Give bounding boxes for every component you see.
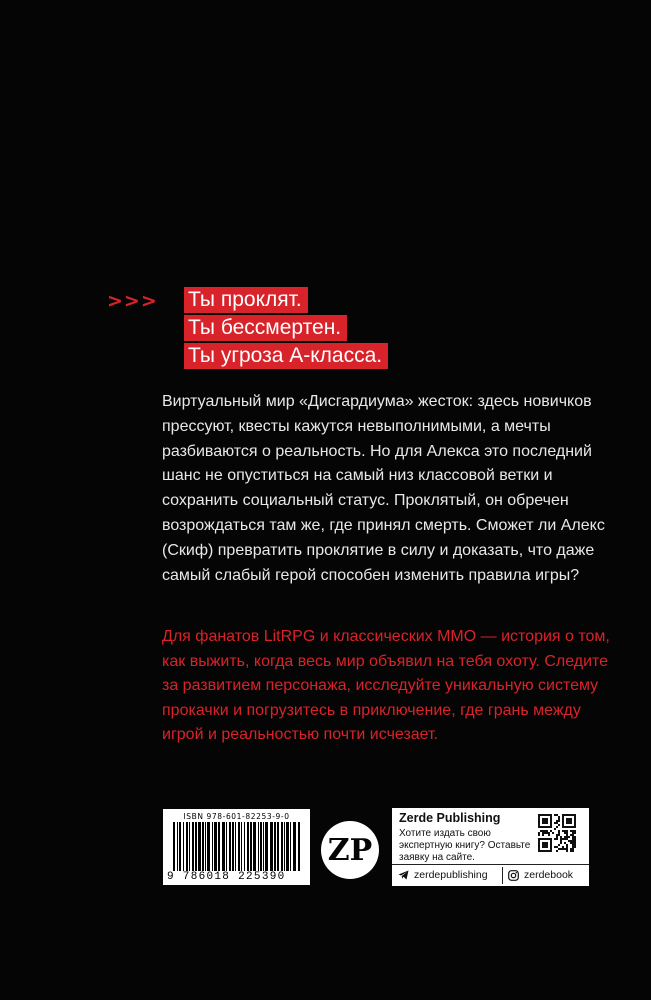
telegram-link[interactable] <box>398 869 488 881</box>
barcode-bar <box>260 822 262 871</box>
barcode-bar <box>274 822 276 871</box>
barcode-bar <box>183 822 184 871</box>
barcode-bar <box>281 822 283 871</box>
qr-module <box>544 832 546 834</box>
qr-module <box>574 846 576 848</box>
qr-module <box>552 832 554 834</box>
qr-module <box>556 814 558 816</box>
barcode-bar <box>229 822 231 871</box>
barcode-bar <box>270 822 273 871</box>
qr-module <box>558 816 560 818</box>
qr-module <box>540 830 542 832</box>
qr-module <box>550 830 552 832</box>
qr-module <box>574 838 576 840</box>
barcode-bar <box>290 822 291 871</box>
qr-module <box>572 850 574 852</box>
barcode-bar <box>179 822 181 871</box>
qr-module <box>570 850 572 852</box>
qr-module <box>564 830 566 832</box>
qr-module <box>560 840 562 842</box>
barcode-bar <box>298 822 300 871</box>
barcode-bar <box>173 822 175 871</box>
publisher-name: Zerde Publishing <box>399 811 501 825</box>
qr-module <box>570 834 572 836</box>
social-divider <box>502 867 503 884</box>
qr-module <box>566 850 568 852</box>
qr-module <box>564 848 566 850</box>
qr-module <box>566 834 568 836</box>
barcode-bar <box>195 822 197 871</box>
qr-module <box>566 830 568 832</box>
qr-module <box>558 824 560 826</box>
qr-module <box>560 836 562 838</box>
qr-module <box>556 822 558 824</box>
barcode-bar <box>263 822 264 871</box>
tagline-threat: Ты угроза А-класса. <box>184 343 388 369</box>
barcode-bar <box>218 822 220 871</box>
qr-module <box>574 836 576 838</box>
tagline-immortal: Ты бессмертен. <box>184 315 347 341</box>
tagline-cursed: Ты проклят. <box>184 287 308 313</box>
qr-module <box>558 832 560 834</box>
qr-module <box>542 842 548 848</box>
qr-module <box>554 814 556 816</box>
barcode-bar <box>186 822 188 871</box>
qr-module <box>542 832 544 834</box>
barcode-bar <box>192 822 194 871</box>
qr-module <box>558 818 560 820</box>
telegram-handle: zerdepublishing <box>414 869 488 881</box>
qr-module <box>570 840 572 842</box>
qr-module <box>570 830 572 832</box>
qr-module <box>574 830 576 832</box>
publisher-logo-letters: ZP <box>327 833 373 868</box>
qr-module <box>572 844 574 846</box>
qr-module <box>544 830 546 832</box>
qr-module <box>566 832 568 834</box>
qr-module <box>562 848 564 850</box>
barcode-bar <box>202 822 204 871</box>
qr-module <box>558 848 560 850</box>
qr-module <box>538 832 540 834</box>
barcode-bar <box>250 822 252 871</box>
telegram-icon <box>398 870 409 880</box>
publisher-panel <box>392 808 589 886</box>
qr-module <box>572 834 574 836</box>
barcode-bar <box>238 822 240 871</box>
qr-module <box>554 828 556 830</box>
qr-module <box>572 846 574 848</box>
qr-module <box>572 848 574 850</box>
qr-module <box>566 844 568 846</box>
barcode-bar <box>189 822 190 871</box>
qr-module <box>542 834 544 836</box>
qr-module <box>566 838 568 840</box>
qr-module <box>556 834 558 836</box>
qr-module <box>572 838 574 840</box>
barcode-bar <box>258 822 259 871</box>
qr-module <box>554 838 556 840</box>
qr-module <box>558 830 560 832</box>
qr-module <box>546 832 548 834</box>
barcode-bar <box>177 822 178 871</box>
qr-module <box>562 846 564 848</box>
qr-module <box>572 832 574 834</box>
qr-module <box>566 846 568 848</box>
qr-module <box>572 830 574 832</box>
barcode-bar <box>235 822 236 871</box>
qr-module <box>558 834 560 836</box>
qr-module <box>538 834 540 836</box>
book-description: Виртуальный мир «Дисгардиума» жесток: здесь новичков прессуют, квесты кажутся невыполнимыми, а мечты разбиваются о реальность. Но для Алекса это последний шанс не опуститься на самый низ классовой ветки и сохранить социальный статус. Проклятый, он обречен возрождаться там же, где принял смерть. Сможет ли Алекс (Скиф) превратить проклятие в силу и доказать, что даже самый слабый герой способен изменить правила игры? <box>162 393 605 584</box>
qr-module <box>570 848 572 850</box>
qr-module <box>574 842 576 844</box>
qr-module <box>562 830 564 832</box>
qr-module <box>554 822 556 824</box>
barcode-bar <box>207 822 210 871</box>
barcode-bars <box>173 822 300 871</box>
barcode-bar <box>277 822 279 871</box>
qr-module <box>546 830 548 832</box>
qr-module <box>574 844 576 846</box>
barcode-bar <box>247 822 249 871</box>
barcode-bar <box>226 822 227 871</box>
qr-module <box>568 836 570 838</box>
qr-module <box>542 830 544 832</box>
qr-module <box>558 820 560 822</box>
qr-module <box>556 846 558 848</box>
barcode-bar <box>253 822 256 871</box>
promo-text: Для фанатов LitRPG и классических MMO — история о том, как выжить, когда весь мир объявил на тебя охоту. Следите за развитием персонажа, исследуйте уникальную систему прокачки и погрузитесь в приключение, где грань между игрой и реальностью почти исчезает. <box>162 628 610 743</box>
qr-module <box>572 840 574 842</box>
qr-module <box>556 820 558 822</box>
qr-module <box>560 842 562 844</box>
qr-module <box>560 838 562 840</box>
barcode-bar <box>265 822 268 871</box>
qr-module <box>542 818 548 824</box>
instagram-handle: zerdebook <box>524 869 574 881</box>
isbn-label: ISBN 978-601-82253-9-0 <box>183 812 290 821</box>
barcode-bar <box>286 822 289 871</box>
qr-module <box>574 832 576 834</box>
barcode-bar <box>232 822 234 871</box>
panel-divider <box>392 864 589 865</box>
publisher-logo <box>320 820 380 880</box>
qr-module <box>556 838 558 840</box>
qr-module <box>572 836 574 838</box>
isbn-barcode <box>163 809 310 885</box>
qr-module <box>560 848 562 850</box>
barcode-bar <box>222 822 225 871</box>
qr-module <box>564 842 566 844</box>
qr-module <box>562 838 564 840</box>
barcode-bar <box>205 822 206 871</box>
qr-module <box>558 844 560 846</box>
qr-module <box>570 842 572 844</box>
barcode-bar <box>293 822 296 871</box>
barcode-bar <box>244 822 245 871</box>
arrows-decoration: >>> <box>107 290 158 312</box>
qr-module <box>566 836 568 838</box>
instagram-icon <box>508 870 519 881</box>
qr-module <box>572 842 574 844</box>
qr-module <box>564 832 566 834</box>
qr-module <box>556 826 558 828</box>
instagram-link[interactable] <box>508 869 573 881</box>
qr-module <box>548 832 550 834</box>
qr-module <box>566 848 568 850</box>
barcode-bar <box>284 822 285 871</box>
qr-module <box>564 838 566 840</box>
qr-module <box>554 846 556 848</box>
barcode-bar <box>212 822 213 871</box>
publisher-offer: Хотите издать свою экспертную книгу? Оставьте заявку на сайте. <box>399 828 531 863</box>
barcode-bar <box>241 822 242 871</box>
qr-module <box>566 818 572 824</box>
barcode-number: 9 786018 225390 <box>167 871 286 883</box>
qr-module <box>556 836 558 838</box>
barcode-bar <box>198 822 201 871</box>
barcode-bar <box>214 822 217 871</box>
qr-module <box>574 840 576 842</box>
qr-module <box>548 834 550 836</box>
qr-module <box>568 840 570 842</box>
qr-code-icon[interactable] <box>538 814 576 852</box>
qr-module <box>556 850 558 852</box>
qr-module <box>564 836 566 838</box>
